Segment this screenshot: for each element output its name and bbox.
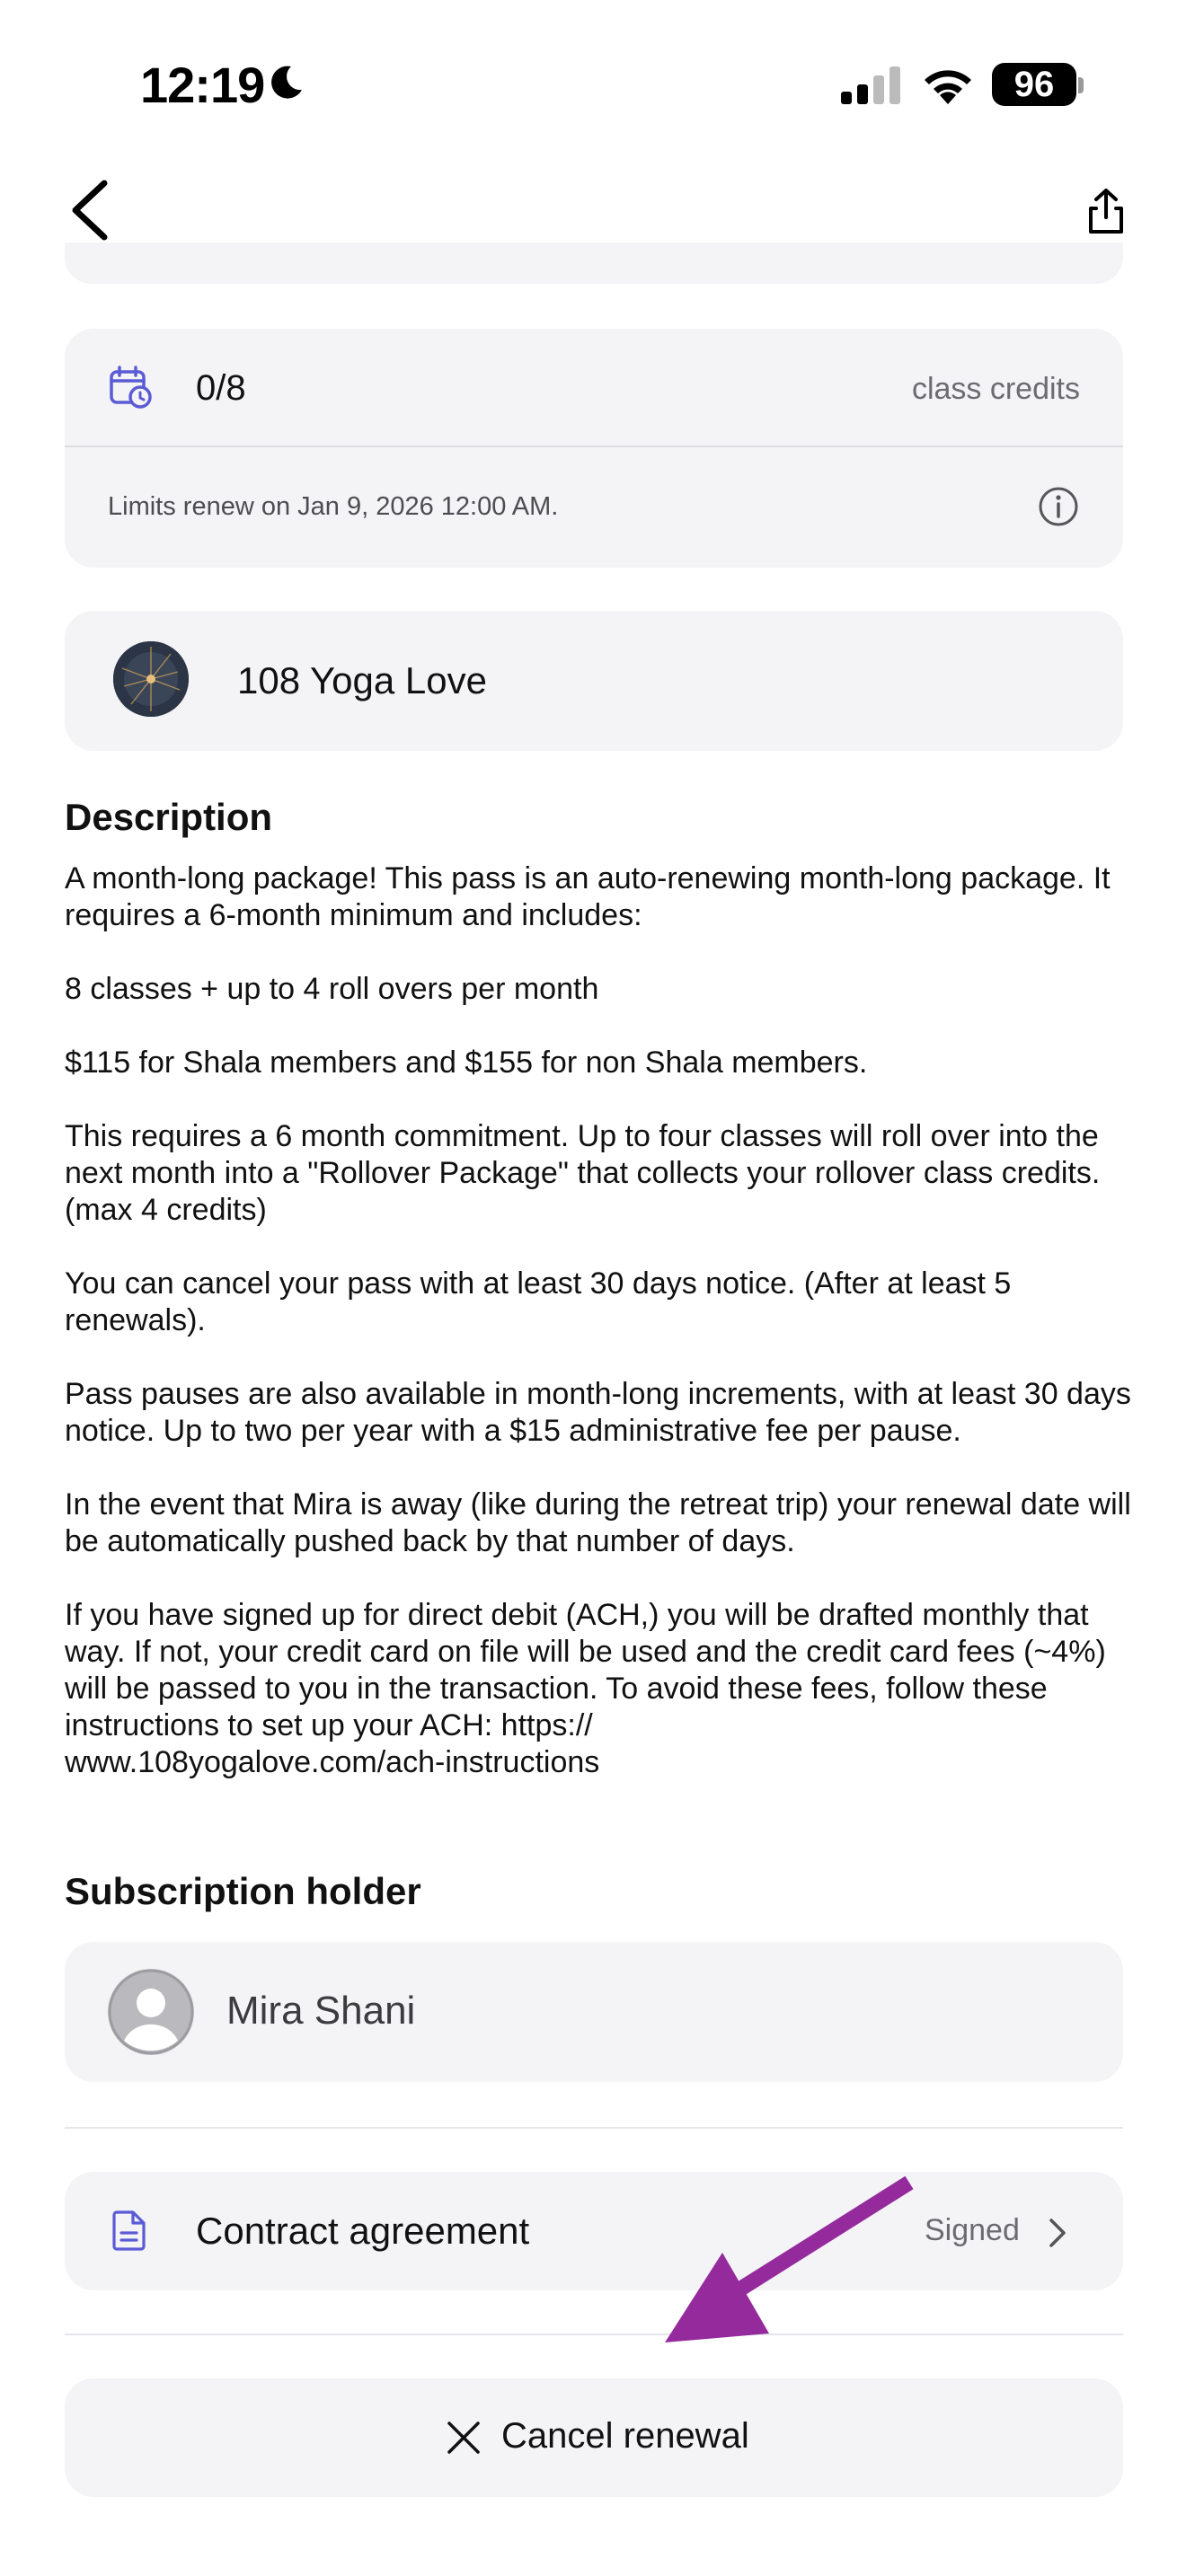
studio-card[interactable] [65, 611, 1123, 751]
moon-icon [266, 63, 305, 102]
credits-label: class credits [911, 372, 1080, 406]
share-icon[interactable] [1084, 187, 1128, 237]
limits-renew-text: Limits renew on Jan 9, 2026 12:00 AM. [108, 492, 559, 521]
divider [65, 2333, 1123, 2335]
credits-card [65, 329, 1123, 568]
description-body: A month-long package! This pass is an auto-renewing month-long package. It requires a 6-month minimum and includes: 8 classes + up to 4 roll overs per month $115 for Shala members and $155 for non Shala members. This requires a 6 month commitment. Up to four classes will roll over into the next month into a "Rollover Package" that collects your rollover class credits. (max 4 credits) You can cancel your pass with at least 30 days notice. (After at least 5 renewals). Pass pauses are also available in month-long increments, with at least 30 days notice. Up to two per year with a $15 administrative fee per pause. In the event that Mira is away (like during the retreat trip) your renewal date will be automatically pushed back by that number of days. If you have signed up for direct debit (ACH,) you will be drafted monthly that way. If not, your credit card on file will be used and the credit card fees (~4%) will be passed to you in the transaction. To avoid these fees, follow these instructions to set up your ACH: https:// www.108yogalove.com/ach-instructions [65, 861, 1131, 1779]
credits-count: 0/8 [196, 368, 246, 408]
close-icon [446, 2420, 482, 2456]
contract-status: Signed [925, 2213, 1020, 2247]
description-heading: Description [65, 796, 273, 838]
status-time: 12:19 [140, 57, 265, 113]
info-icon[interactable] [1037, 485, 1080, 528]
contract-agreement-label: Contract agreement [196, 2210, 530, 2252]
subscription-holder-card[interactable] [65, 1942, 1123, 2082]
battery-indicator: 96 [992, 63, 1076, 106]
contract-agreement-row[interactable] [65, 2172, 1123, 2290]
calendar-clock-icon [108, 365, 153, 410]
cancel-renewal-label: Cancel renewal [501, 2416, 749, 2456]
subscription-holder-heading: Subscription holder [65, 1870, 421, 1912]
holder-name: Mira Shani [226, 1989, 416, 2033]
cancel-renewal-button[interactable] [65, 2378, 1123, 2497]
chevron-right-icon [1044, 2215, 1071, 2251]
avatar [108, 1969, 194, 2055]
signal-icon [841, 66, 904, 106]
divider [65, 2127, 1123, 2129]
wifi-icon [920, 65, 976, 106]
battery-tip [1078, 77, 1084, 93]
document-icon [110, 2210, 149, 2251]
studio-name: 108 Yoga Love [237, 659, 487, 701]
studio-avatar [113, 641, 189, 717]
status-bar [0, 0, 1186, 171]
previous-card-edge [65, 243, 1123, 284]
back-icon[interactable] [63, 176, 117, 244]
credits-row [65, 329, 1123, 447]
